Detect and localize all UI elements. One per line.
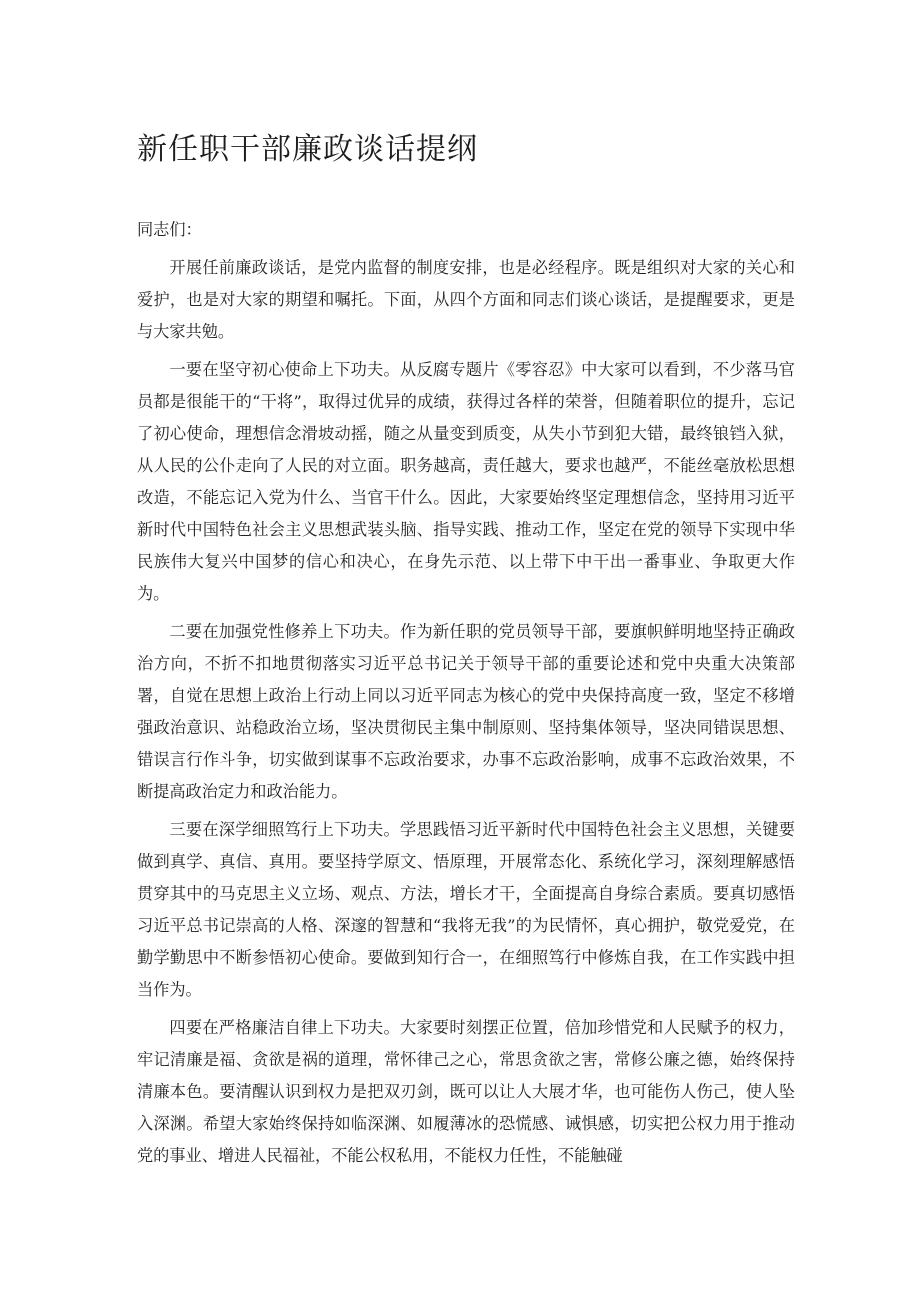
salutation: 同志们：: [137, 220, 202, 239]
paragraph-point-two: 二要在加强党性修养上下功夫。作为新任职的党员领导干部，要旗帜鲜明地坚持正确政治方向，不折不扣地贯彻落实习近平总书记关于领导干部的重要论述和党中央重大决策部署，自觉在思想上政治上行动上同以习近平同志为核心的党中央保持高度一致，坚定不移增强政治意识、站稳政治立场，坚决贯彻民主集中制原则、坚持集体领导，坚决同错误思想、错误言行作斗争，切实做到谋事不忘政治要求，办事不忘政治影响，成事不忘政治效果，不断提高政治定力和政治能力。: [137, 622, 795, 801]
document-title: 新任职干部廉政谈话提纲: [137, 132, 478, 167]
paragraph-point-one: 一要在坚守初心使命上下功夫。从反腐专题片《零容忍》中大家可以看到，不少落马官员都是很能干的“干将”，取得过优异的成绩，获得过各样的荣誉，但随着职位的提升，忘记了初心使命，理想信念滑坡动摇，随之从量变到质变，从失小节到犯大错，最终锒铛入狱，从人民的公仆走向了人民的对立面。职务越高，责任越大，要求也越严，不能丝毫放松思想改造，不能忘记入党为什么、当官干什么。因此，大家要始终坚定理想信念，坚持用习近平新时代中国特色社会主义思想武装头脑、指导实践、推动工作，坚定在党的领导下实现中华民族伟大复兴中国梦的信心和决心，在身先示范、以上带下中干出一番事业、争取更大作为。: [137, 360, 795, 603]
paragraph-point-four: 四要在严格廉洁自律上下功夫。大家要时刻摆正位置，倍加珍惜党和人民赋予的权力，牢记清廉是福、贪欲是祸的道理，常怀律己之心，常思贪欲之害，常修公廉之德，始终保持清廉本色。要清醒认识到权力是把双刃剑，既可以让人大展才华，也可能伤人伤己，使人坠入深渊。希望大家始终保持如临深渊、如履薄冰的恐慌感、诫惧感，切实把公权力用于推动党的事业、增进人民福祉，不能公权私用，不能权力任性，不能触碰: [137, 1018, 795, 1165]
paragraph-intro: 开展任前廉政谈话，是党内监督的制度安排，也是必经程序。既是组织对大家的关心和爱护，也是对大家的期望和嘱托。下面，从四个方面和同志们谈心谈话，是提醒要求，更是与大家共勉。: [137, 258, 795, 341]
document-body: [137, 214, 795, 1178]
paragraph-point-three: 三要在深学细照笃行上下功夫。学思践悟习近平新时代中国特色社会主义思想，关键要做到真学、真信、真用。要坚持学原文、悟原理，开展常态化、系统化学习，深刻理解感悟贯穿其中的马克思主义立场、观点、方法，增长才干，全面提高自身综合素质。要真切感悟习近平总书记崇高的人格、深邃的智慧和“我将无我”的为民情怀，真心拥护，敬党爱党，在勤学勤思中不断参悟初心使命。要做到知行合一，在细照笃行中修炼自我，在工作实践中担当作为。: [137, 820, 795, 999]
